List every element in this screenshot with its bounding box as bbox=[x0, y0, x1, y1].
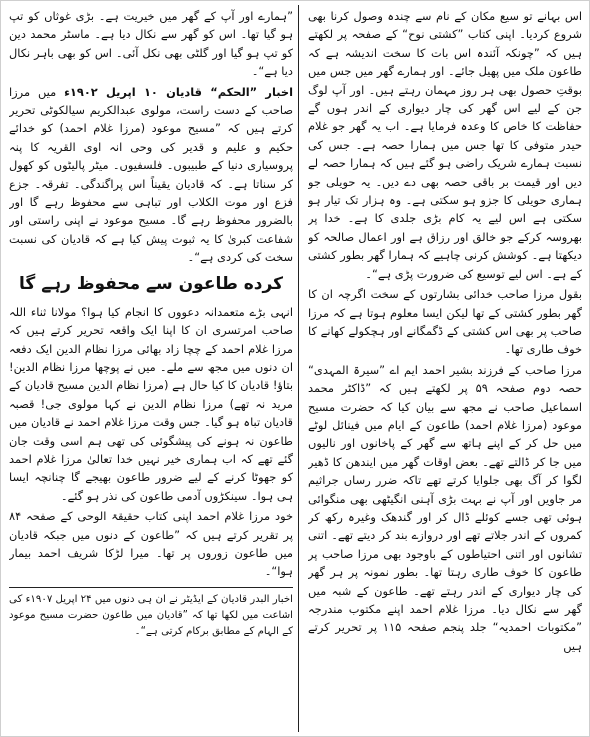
section-heading: کرده طاعون سے محفوظ رہے گا bbox=[19, 273, 283, 294]
footnote-rule bbox=[9, 587, 293, 588]
column-divider bbox=[298, 5, 299, 732]
left-paragraph-1: ”ہمارے اور آپ کے گھر میں خیریت ہے۔ بڑی غوثاں کو تپ ہو گیا تھا۔ اس کو گھر سے نکال دیا ہے۔ ماسٹر محمد دین کو تپ ہو گیا اور گلٹی بھی نکل آئی۔ اس کو بھی باہر نکال دیا ہے“۔ bbox=[9, 9, 293, 79]
right-paragraph-3: مرزا صاحب کے فرزند بشیر احمد ایم اے ”سیرۃ المہدی“ حصہ دوم صفحہ ۵۹ پر لکھتے ہیں کہ ”ڈاکٹر محمد اسماعیل صاحب نے مجھ سے بیان کیا کہ حضرت مسیح موعود (مرزا غلام احمد) طاعون کے ایام میں فینائل لوٹے میں حل کر کے اپنے ہاتھ سے گھر کے پاخانوں اور نالیوں میں جا کر ڈالتے تھے۔ بعض اوقات گھر میں ایندھن کا ڈھیر لگوا کر آگ بھی جلوایا کرتے تھے تاکہ ضرر رساں جراثیم مر جاویں اور آپ نے بہت بڑی آہنی انگیٹھی بھی منگوائی ہوئی تھی جسے کوئلے ڈال کر اور گندھک وغیرہ رکھ کر کمروں کے اندر جلاتے تھے اور دروازے بند کر دیتے تھے۔ اتنی تشانوں اور اتنی احتیاطوں کے باوجود بھی مرزا صاحب پر طاعون کا خوف طاری رہتا تھا۔ بطور نمونہ پر ہر گھر کی چار دیواری کے اندر رہتے تھے۔ طاعون کے شبہ میں گھر سے نکال دیا۔ مرزا غلام احمد اپنے مکتوب مندرجہ ”مکتوبات احمدیہ“ جلد پنجم صفحہ ۱۱۵ پر تحریر کرتے ہیں bbox=[308, 362, 582, 653]
left-column bbox=[9, 7, 293, 730]
left-paragraph-3: انہی بڑے متعمدانہ دعووں کا انجام کیا ہوا؟ مولانا ثناء اللہ صاحب امرتسری ان کا اپنا ایک واقعہ تحریر کرتے ہیں کہ مرزا غلام احمد کے چچا زاد بھائی مرزا نظام الدین ایک دفعہ ان دنوں میں مجھ سے ملے۔ میں نے پوچھا مرزا نظام الدین! بتاؤ! قادیان کا کیا حال ہے (مرزا نظام الدین مسیح قادیان کے مرید نہ تھے) مرزا نظام الدین نے کہا مولوی جی! قصبہ قادیان تباہ ہو گیا۔ جس وقت مرزا غلام احمد نے قادیان میں طاعون نہ ہونے کی پیشگوئی کی تھی ہم اسی وقت جان گئے تھے کہ اب ہماری خیر نہیں خدا تعالیٰ مرزا غلام احمد کو جھوٹا کرنے کے لیے ضرور طاعون بھیجے گا چنانچہ ایسا ہی ہوا۔ سینکڑوں آدمی طاعون کی نذر ہو گئے۔ bbox=[9, 304, 293, 503]
left-paragraph-4: خود مرزا غلام احمد اپنی کتاب حقیقۃ الوحی کے صفحہ ۸۴ پر تقریر کرتے ہیں کہ ”طاعون کے دنوں میں جبکہ قادیان میں طاعون زوروں پر تھا۔ میرا لڑکا شریف احمد بیمار ہوا“۔ bbox=[9, 509, 293, 579]
footnote: اخبار البدر قادیان کے ایڈیٹر نے ان ہی دنوں میں ۲۴ اپریل ۱۹۰۷ء کی اشاعت میں لکھا تھا کہ ”قادیان میں طاعون حضرت مسیح موعود کے الہام کے مطابق برکام کرتی ہے“۔ bbox=[9, 593, 293, 637]
left-paragraph-2-body: میں مرزا صاحب کے دست راست، مولوی عبدالکریم سیالکوٹی تحریر کرتے ہیں کہ ”مسیح موعود (مرزا غلام احمد) کو خدائے حکیم و علیم و قدیر کی وحی انہ اوی القریہ کا پنہ پروسیاری دنیا کے طبیبوں۔ فلسفیوں۔ میٹر پالیٹوں کو کھول کر سناتا ہے۔ کہ قادیان یقیناً اس پراگندگی۔ تفرقہ۔ جزع فزع اور موت الکلاب اور تباہی سے محفوظ رہے گا اور بالضرور محفوظ رہے گا۔ مسیح موعود نے اپنی راستی اور شفاعت کبریٰ کا یہ ثبوت پیش کیا ہے کہ قادیان کی نسبت سخت کی کردی ہے“۔ bbox=[9, 84, 293, 265]
right-column bbox=[308, 7, 582, 730]
right-paragraph-1: اس بہانے تو سیع مکان کے نام سے چندہ وصول کرنا بھی شروع کردیا۔ اپنی کتاب ”کشتی نوح“ کے صفحہ پر لکھتے ہیں کہ ”چونکہ آئندہ اس بات کا سخت اندیشہ ہے کہ طاعون ملک میں پھیل جائے۔ اور ہمارے گھر میں جس میں بوقتِ حصول بھی ہر روز مہمان رہتے ہیں۔ اور آپ لوگ جن کے لیے اس گھر کی چار دیواری کے اندر ہوں گے حفاظت کا خاص کا وعدہ فرمایا ہے۔ اب یہ گھر جو غلام حیدر متوفی کا تھا جس میں ہمارا حصہ ہے۔ جس کی نسبت ہمارے شریک راضی ہو گئے ہیں کہ ہمارا حصہ لے دیں اور قیمت بر باقی حصہ بھی دے دیں۔ یہ حویلی جو ہماری حویلی کا جزو ہو سکتی ہے۔ وہ ہزار تک تیار ہو سکتی ہے اس لیے یہ کام بڑی جلدی کا ہے۔ خدا پر بھروسہ کرکے جو خالق اور رزاق ہے اور اعمال صالحہ کو دیکھتا ہے۔ کوشش کرنی چاہیے کہ ہمارا گھر بطور کشتی کے ہے۔ اس لیے توسیع کی ضرورت پڑی ہے“۔ bbox=[308, 9, 582, 281]
newspaper-reference: اخبار ”الحکم“ قادیان ۱۰ اپریل ۱۹۰۲ء bbox=[64, 84, 293, 99]
left-paragraph-2 bbox=[9, 83, 293, 267]
right-paragraph-2: بقول مرزا صاحب خدائی بشارتوں کے سخت اگرچہ ان کا گھر بطور کشتی کے تھا لیکن ایسا معلوم ہوتا ہے کہ مرزا صاحب پر بھی اس کشتی کے ڈگمگانے اور ہچکولے کھانے کا خوف طاری تھا۔ bbox=[308, 287, 582, 357]
